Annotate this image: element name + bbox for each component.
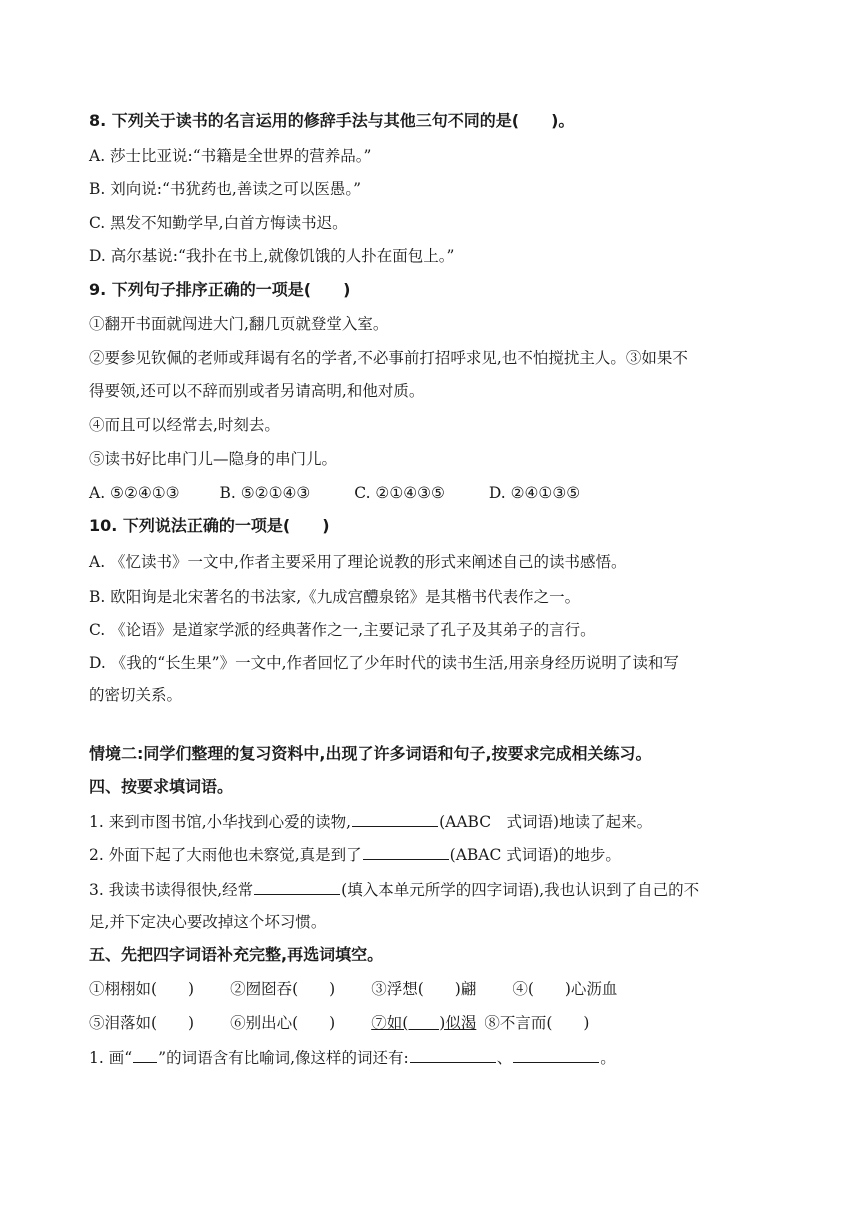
q9-sentence-1: ①翻开书面就闯进大门,翻几页就登堂入室。: [89, 315, 389, 333]
sec4-item-2: [89, 843, 800, 866]
q8-stem: 8. 下列关于读书的名言运用的修辞手法与其他三句不同的是( )。: [89, 111, 575, 130]
answer-blank-2[interactable]: [363, 843, 449, 860]
section-5-title: 五、先把四字词语补充完整,再选词填空。: [89, 945, 384, 964]
q8-option-a: A. 莎士比亚说:“书籍是全世界的营养品。”: [89, 147, 372, 165]
section-4-title: 四、按要求填词语。: [89, 777, 234, 796]
answer-blank-3[interactable]: [254, 878, 340, 895]
sec5-q1-sep: 、: [496, 1049, 513, 1067]
sec4-item-2-text-b: (ABAC 式词语)的地步。: [449, 846, 621, 864]
q9-sentence-2: ②要参见钦佩的老师或拜谒有名的学者,不必事前打招呼求见,也不怕搅扰主人。③如果不: [89, 349, 688, 367]
sec4-item-3: [89, 878, 800, 901]
sec4-item-3-text-a: 3. 我读书读得很快,经常: [89, 881, 254, 899]
q10-option-d-line2: 的密切关系。: [89, 686, 183, 704]
idiom-6: ⑥别出心( ): [230, 1014, 336, 1032]
answer-blank-5[interactable]: [513, 1046, 599, 1063]
answer-blank-4[interactable]: [410, 1046, 496, 1063]
sec5-question-1: [89, 1046, 800, 1069]
q9-option-a: A. ⑤②④①③: [89, 484, 180, 502]
q9-option-c: C. ②①④③⑤: [354, 484, 445, 502]
q10-option-a: A. 《忆读书》一文中,作者主要采用了理论说教的形式来阐述自己的读书感悟。: [89, 553, 627, 571]
q9-sentence-3: 得要领,还可以不辞而别或者另请高明,和他对质。: [89, 382, 425, 400]
q9-option-d: D. ②④①③⑤: [488, 484, 581, 502]
underline-sample: [133, 1046, 157, 1063]
q9-sentence-5: ⑤读书好比串门儿—隐身的串门儿。: [89, 450, 338, 468]
idiom-8: ⑧不言而( ): [484, 1014, 590, 1032]
answer-blank-1[interactable]: [352, 810, 438, 827]
scenario-2-heading: 情境二:同学们整理的复习资料中,出现了许多词语和句子,按要求完成相关练习。: [89, 744, 652, 763]
q8-option-d: D. 高尔基说:“我扑在书上,就像饥饿的人扑在面包上。”: [89, 247, 455, 265]
idiom-4: ④( )心沥血: [512, 980, 618, 998]
sec5-q1-text-b: ”的词语含有比喻词,像这样的词还有:: [158, 1049, 409, 1067]
q8-option-b: B. 刘向说:“书犹药也,善读之可以医愚。”: [89, 180, 361, 198]
sec5-row-1: [89, 978, 800, 1000]
q9-sentence-4: ④而且可以经常去,时刻去。: [89, 416, 280, 434]
sec4-item-3-text-b: (填入本单元所学的四字词语),我也认识到了自己的不: [341, 881, 700, 899]
idiom-7: ⑦如( )似渴: [371, 1014, 477, 1032]
q9-option-b: B. ⑤②①④③: [219, 484, 311, 502]
q9-stem: 9. 下列句子排序正确的一项是( ): [89, 280, 351, 299]
q10-option-d-line1: D. 《我的“长生果”》一文中,作者回忆了少年时代的读书生活,用亲身经历说明了读和写: [89, 654, 679, 672]
q9-options: [89, 482, 800, 504]
q10-stem: 10. 下列说法正确的一项是( ): [89, 516, 330, 535]
sec5-row-2: [89, 1012, 800, 1034]
sec4-item-2-text-a: 2. 外面下起了大雨他也未察觉,真是到了: [89, 846, 362, 864]
idiom-3: ③浮想( )翩: [371, 980, 477, 998]
idiom-5: ⑤泪落如( ): [89, 1014, 195, 1032]
sec5-q1-text-a: 1. 画“: [89, 1049, 133, 1067]
sec5-q1-end: 。: [600, 1049, 616, 1067]
sec4-item-3-cont: 足,并下定决心要改掉这个坏习惯。: [89, 913, 327, 931]
sec4-item-1: [89, 810, 800, 833]
idiom-1: ①栩栩如( ): [89, 980, 195, 998]
sec4-item-1-text-b: (AABC 式词语)地读了起来。: [439, 813, 653, 831]
q10-option-b: B. 欧阳询是北宋著名的书法家,《九成宫醴泉铭》是其楷书代表作之一。: [89, 588, 581, 606]
idiom-2: ②囫囵吞( ): [230, 980, 336, 998]
q8-option-c: C. 黑发不知勤学早,白首方悔读书迟。: [89, 214, 348, 232]
sec4-item-1-text-a: 1. 来到市图书馆,小华找到心爱的读物,: [89, 813, 352, 831]
q10-option-c: C. 《论语》是道家学派的经典著作之一,主要记录了孔子及其弟子的言行。: [89, 621, 596, 639]
